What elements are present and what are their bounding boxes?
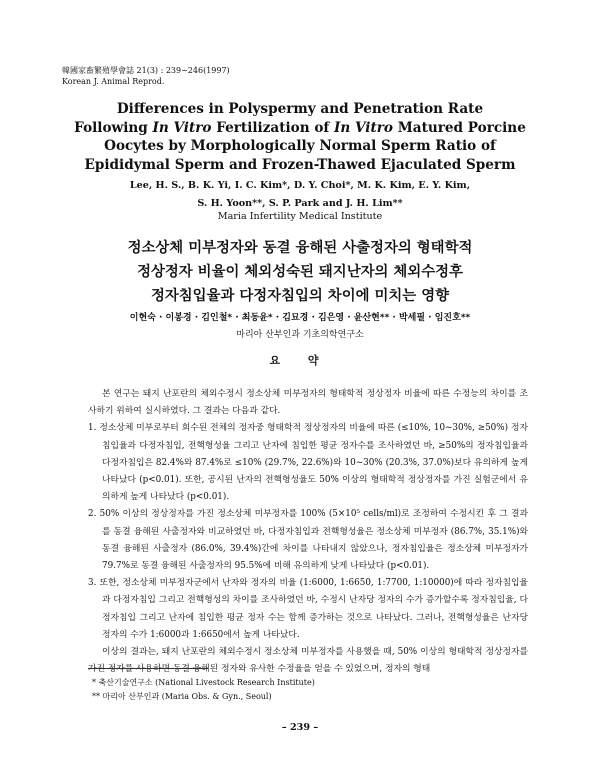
english-title-line-2-part-2: Fertilization of (211, 119, 335, 136)
english-authors-line-2: S. H. Yoon**, S. P. Park and J. H. Lim** (197, 198, 403, 209)
footnote-2: ** 마리아 산부인과 (Maria Obs. & Gyn., Seoul) (92, 692, 272, 701)
journal-citation (62, 65, 230, 87)
abstract-item-2: 2. 50% 이상의 정상정자를 가진 정소상체 미부정자를 100% (5×10⁵ cells/ml)로 조정하여 수정시킨 후 그 결과를 동결 융해된 사출정자와 비교하였던 바, 다정자침입과 전핵형성율은 정소상체 미부정자 (86.7%, 35.1%)와 동결 융해된 사출정자 (86.0%, 39.4%)간에 차이를 나타내지 않았으나, 정자침입율은 정소상체 미부정자가 79.7%로 동결 융해된 사출정자의 95.5%에 비해 유의하게 낮게 나타났다 (p<0.01). (88, 509, 528, 572)
korean-institution: 마리아 산부인과 기초의학연구소 (236, 330, 364, 340)
footnote-1: * 축산기술연구소 (National Livestock Research Institute) (92, 678, 315, 687)
english-title-in-vitro-1: In Vitro (152, 119, 212, 136)
english-title-line-2-part-1: Following (74, 119, 153, 136)
journal-citation-english: Korean J. Animal Reprod. (62, 77, 165, 86)
english-title-line-4: Epididymal Sperm and Frozen-Thawed Ejaculated Sperm (84, 156, 516, 173)
abstract-item-3: 3. 또한, 정소상체 미부정자군에서 난자와 정자의 비율 (1:6000, 1:6650, 1:7700, 1:10000)에 따라 정자침입율과 다정자침입 그리고 전핵형성의 차이를 조사하였던 바, 수정시 난자당 정자의 수가 증가할수록 정자침입율, 다정자침입 그리고 난자에 침입한 평균 정자 수는 함께 증가하는 것으로 나타났다. 그러나, 전핵형성율은 난자당 정자의 수가 1:6000과 1:6650에서 높게 나타났다. (88, 578, 528, 640)
journal-citation-korean: 韓國家畜繁殖學會誌 21(3) : 239~246(1997) (62, 66, 230, 75)
english-title-line-1: Differences in Polyspermy and Penetration Rate (116, 101, 484, 117)
korean-title-line-1: 정소상체 미부정자와 동결 융해된 사출정자의 형태학적 (127, 240, 473, 256)
footnotes (92, 676, 315, 704)
english-institution: Maria Infertility Medical Institute (217, 211, 383, 222)
page-number: – 239 – (281, 722, 319, 733)
english-title-in-vitro-2: In Vitro (334, 119, 393, 136)
english-authors-line-1: Lee, H. S., B. K. Yi, I. C. Kim*, D. Y. Choi*, M. K. Kim, E. Y. Kim, (129, 180, 471, 191)
footnote-divider (88, 668, 208, 669)
korean-title-line-3: 정자침입율과 다정자침입의 차이에 미치는 영향 (150, 288, 450, 304)
abstract-heading: 요 약 (269, 354, 331, 367)
korean-title (60, 236, 540, 308)
english-authors (60, 177, 540, 213)
english-title-line-2-part-3: Matured Porcine (392, 119, 526, 136)
english-title (60, 100, 540, 174)
abstract-intro: 본 연구는 돼지 난포란의 체외수정시 정소상체 미부정자의 형태학적 정상정자 비율에 따른 수정능의 차이를 조사하기 위하여 실시하였다. 그 결과는 다음과 같다. (88, 389, 528, 417)
english-title-line-2 (60, 119, 540, 138)
korean-title-line-2: 정상정자 비율이 체외성숙된 돼지난자의 체외수정후 (137, 264, 463, 280)
korean-authors: 이현숙 · 이봉경 · 김인철* · 최동윤* · 김묘경 · 김은영 · 윤산현** · 박세필 · 임진호** (129, 313, 471, 323)
abstract-body (88, 386, 528, 678)
abstract-closing: 이상의 결과는, 돼지 난포란의 체외수정시 정소상체 미부정자를 사용했을 때, 50% 이상의 형태학적 정상정자를 가진 정자를 사용하면 동결 융해된 정자와 유사한 수정율을 얻을 수 있었으며, 정자의 형태 (88, 647, 528, 675)
abstract-item-1: 1. 정소상체 미부로부터 회수된 전체의 정자중 형태학적 정상정자의 비율에 따른 (≤10%, 10~30%, ≥50%) 정자침입율과 다정자침입, 전핵형성율 그리고 난자에 침입한 평균 정자수를 조사하였던 바, ≥50%의 정자침입율과 다정자침입은 82.4%와 87.4%로 ≤10% (29.7%, 22.6%)와 10~30% (20.3%, 37.0%)보다 유의하게 높게 나타났다 (p<0.01). 또한, 공시된 난자의 전핵형성율도 50% 이상의 형태학적 정상정자를 가진 실험군에서 유의하게 높게 나타났다 (p<0.01). (88, 423, 528, 503)
english-title-line-3: Oocytes by Morphologically Normal Sperm Ratio of (104, 138, 496, 154)
